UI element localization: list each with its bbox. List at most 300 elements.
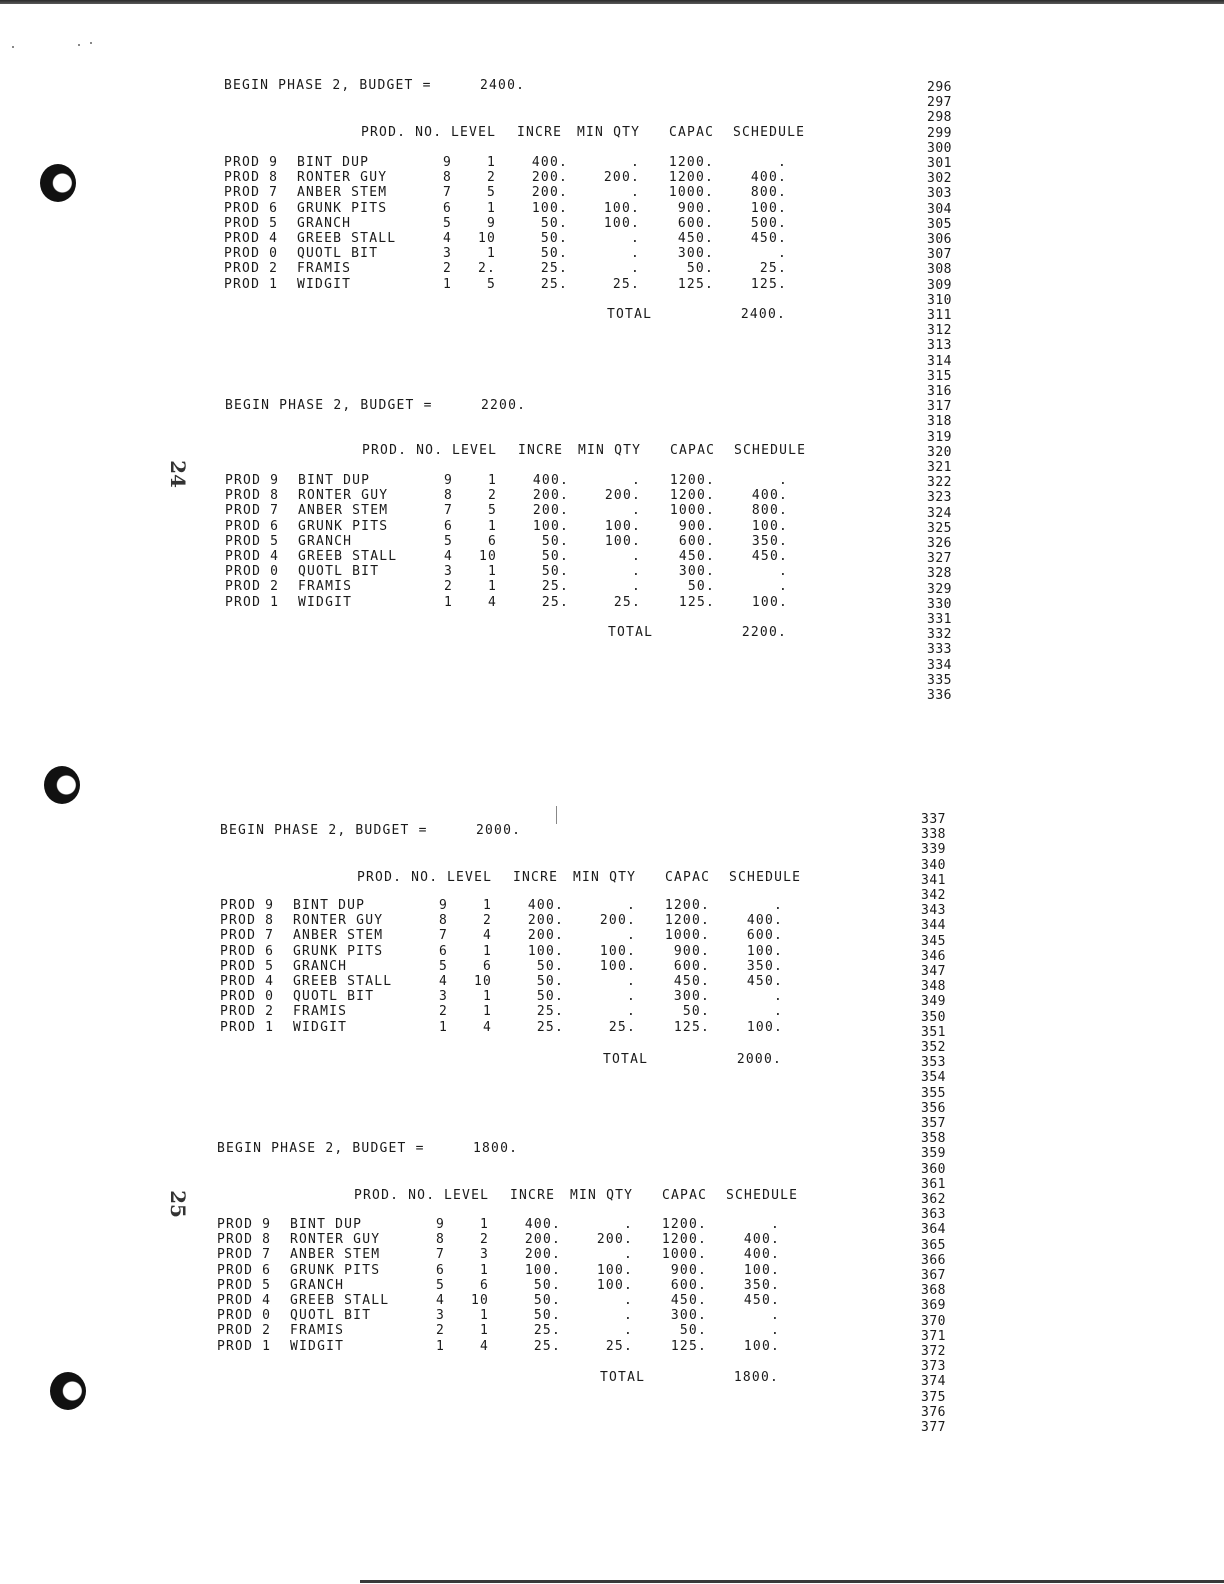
- min-qty-value: .: [626, 928, 636, 944]
- line-number: 369: [921, 1298, 946, 1314]
- column-header-incre: INCRE: [513, 870, 559, 885]
- product-name: GRANCH: [290, 1277, 345, 1293]
- product-code: PROD 5: [220, 958, 275, 974]
- product-level: 1: [479, 1308, 489, 1324]
- product-number: 1: [443, 594, 453, 610]
- increment-value: 50.: [536, 989, 564, 1005]
- increment-value: 25.: [541, 579, 569, 595]
- column-header-capac: CAPAC: [662, 1188, 708, 1203]
- product-level: 1: [479, 1217, 489, 1232]
- product-code: PROD 0: [217, 1308, 272, 1324]
- product-number: 2: [442, 261, 452, 277]
- line-number: 363: [921, 1207, 946, 1223]
- product-code: PROD 7: [217, 1247, 272, 1263]
- line-number: 338: [921, 827, 946, 843]
- line-number: 333: [927, 642, 952, 658]
- product-name: FRAMIS: [298, 579, 353, 595]
- top-scan-edge: [0, 0, 1224, 4]
- line-number: 318: [927, 414, 952, 430]
- product-name: QUOTL BIT: [290, 1308, 372, 1324]
- schedule-value: .: [770, 1308, 780, 1324]
- schedule-value: .: [777, 155, 787, 170]
- line-number: 359: [921, 1146, 946, 1162]
- capacity-value: 125.: [670, 1338, 707, 1354]
- min-qty-value: .: [631, 564, 641, 580]
- product-level: 2: [486, 170, 496, 186]
- punch-hole: [44, 766, 80, 804]
- min-qty-value: .: [631, 503, 641, 519]
- increment-value: 100.: [527, 943, 564, 959]
- increment-value: 50.: [540, 215, 568, 231]
- min-qty-value: .: [626, 974, 636, 989]
- product-level: 4: [482, 928, 492, 944]
- schedule-value: .: [778, 564, 788, 580]
- line-number: 311: [927, 308, 952, 323]
- line-number: 371: [921, 1328, 946, 1344]
- line-number: 315: [927, 368, 952, 384]
- increment-value: 400.: [524, 1217, 561, 1232]
- line-number: 368: [921, 1283, 946, 1299]
- increment-value: 50.: [541, 533, 569, 549]
- product-code: PROD 1: [225, 594, 280, 610]
- schedule-value: 600.: [746, 928, 783, 944]
- product-level: 6: [482, 958, 492, 974]
- schedule-value: 350.: [746, 958, 783, 974]
- column-header-level: LEVEL: [444, 1188, 490, 1203]
- product-name: FRAMIS: [290, 1323, 345, 1339]
- budget-label: BEGIN PHASE 2, BUDGET =: [217, 1141, 425, 1156]
- product-code: PROD 7: [225, 503, 280, 519]
- capacity-value: 450.: [670, 1293, 707, 1308]
- product-level: 9: [486, 215, 496, 231]
- capacity-value: 1200.: [661, 1217, 707, 1232]
- min-qty-value: .: [630, 155, 640, 170]
- column-header-incre: INCRE: [517, 125, 563, 140]
- product-name: GRANCH: [297, 215, 352, 231]
- product-code: PROD 2: [225, 579, 280, 595]
- product-number: 7: [438, 928, 448, 944]
- product-number: 5: [435, 1277, 445, 1293]
- product-name: FRAMIS: [297, 261, 352, 277]
- product-level: 10: [478, 549, 497, 564]
- product-level: 6: [487, 533, 497, 549]
- product-name: QUOTL BIT: [293, 989, 375, 1005]
- product-level: 1: [486, 155, 496, 170]
- product-name: GRANCH: [298, 533, 353, 549]
- product-code: PROD 8: [224, 170, 279, 186]
- product-code: PROD 2: [224, 261, 279, 277]
- capacity-value: 50.: [682, 1004, 710, 1020]
- capacity-value: 1200.: [668, 170, 714, 186]
- product-number: 5: [443, 533, 453, 549]
- increment-value: 200.: [531, 185, 568, 201]
- column-header-prod-no: PROD. NO.: [354, 1188, 436, 1203]
- min-qty-value: 200.: [603, 170, 640, 186]
- min-qty-value: 25.: [608, 1019, 636, 1035]
- bottom-scan-edge: [360, 1580, 1224, 1583]
- min-qty-value: 25.: [605, 1338, 633, 1354]
- increment-value: 25.: [536, 1004, 564, 1020]
- capacity-value: 300.: [673, 989, 710, 1005]
- increment-value: 25.: [540, 276, 568, 292]
- product-level: 4: [487, 594, 497, 610]
- product-number: 9: [443, 473, 453, 488]
- capacity-value: 1000.: [664, 928, 710, 944]
- product-level: 2: [482, 913, 492, 929]
- product-name: QUOTL BIT: [297, 246, 379, 262]
- schedule-value: 350.: [743, 1277, 780, 1293]
- product-level: 1: [487, 579, 497, 595]
- line-number: 298: [927, 110, 952, 126]
- budget-value: 2200.: [481, 398, 527, 413]
- line-number: 325: [927, 520, 952, 536]
- schedule-value: 100.: [746, 943, 783, 959]
- line-number: 351: [921, 1024, 946, 1040]
- product-number: 6: [438, 943, 448, 959]
- product-name: BINT DUP: [297, 155, 370, 170]
- increment-value: 50.: [536, 958, 564, 974]
- line-number: 355: [921, 1085, 946, 1101]
- capacity-value: 125.: [678, 594, 715, 610]
- increment-value: 100.: [532, 518, 569, 534]
- product-level: 1: [479, 1323, 489, 1339]
- column-header-min-qty: MIN QTY: [573, 870, 637, 885]
- product-code: PROD 8: [225, 488, 280, 504]
- schedule-value: 400.: [751, 488, 788, 504]
- min-qty-value: 25.: [612, 276, 640, 292]
- schedule-value: 125.: [750, 276, 787, 292]
- capacity-value: 300.: [670, 1308, 707, 1324]
- product-code: PROD 5: [217, 1277, 272, 1293]
- line-number: 314: [927, 353, 952, 369]
- capacity-value: 50.: [686, 261, 714, 277]
- increment-value: 200.: [532, 503, 569, 519]
- min-qty-value: .: [626, 989, 636, 1005]
- product-code: PROD 4: [225, 549, 280, 564]
- margin-page-mark: 25: [165, 1190, 190, 1218]
- increment-value: 25.: [536, 1019, 564, 1035]
- schedule-value: 500.: [750, 215, 787, 231]
- min-qty-value: .: [623, 1217, 633, 1232]
- line-number: 329: [927, 581, 952, 597]
- increment-value: 200.: [532, 488, 569, 504]
- product-number: 4: [438, 974, 448, 989]
- schedule-value: 100.: [751, 594, 788, 610]
- product-number: 3: [442, 246, 452, 262]
- min-qty-value: .: [631, 579, 641, 595]
- line-number: 312: [927, 323, 952, 339]
- capacity-value: 300.: [677, 246, 714, 262]
- product-code: PROD 4: [224, 231, 279, 246]
- line-number: 342: [921, 888, 946, 903]
- increment-value: 200.: [531, 170, 568, 186]
- min-qty-value: .: [631, 473, 641, 488]
- increment-value: 50.: [536, 974, 564, 989]
- capacity-value: 600.: [670, 1277, 707, 1293]
- min-qty-value: .: [623, 1308, 633, 1324]
- capacity-value: 1000.: [669, 503, 715, 519]
- line-number: 334: [927, 657, 952, 673]
- increment-value: 50.: [533, 1277, 561, 1293]
- line-number: 352: [921, 1040, 946, 1055]
- schedule-value: 100.: [746, 1019, 783, 1035]
- min-qty-value: .: [630, 231, 640, 246]
- product-code: PROD 1: [224, 276, 279, 292]
- line-number: 340: [921, 857, 946, 873]
- increment-value: 200.: [527, 913, 564, 929]
- line-number: 310: [927, 292, 952, 308]
- column-header-prod-no: PROD. NO.: [361, 125, 443, 140]
- product-code: PROD 6: [224, 200, 279, 216]
- line-number: 308: [927, 262, 952, 278]
- product-code: PROD 0: [224, 246, 279, 262]
- product-name: ANBER STEM: [298, 503, 389, 519]
- schedule-value: .: [770, 1217, 780, 1232]
- total-label: TOTAL: [600, 1370, 646, 1385]
- increment-value: 400.: [527, 898, 564, 913]
- increment-value: 400.: [532, 473, 569, 488]
- product-level: 5: [486, 185, 496, 201]
- capacity-value: 600.: [677, 215, 714, 231]
- line-number: 362: [921, 1192, 946, 1207]
- line-number: 296: [927, 80, 952, 95]
- product-name: RONTER GUY: [293, 913, 384, 929]
- increment-value: 25.: [540, 261, 568, 277]
- product-number: 6: [442, 200, 452, 216]
- line-number: 313: [927, 338, 952, 354]
- schedule-value: 800.: [751, 503, 788, 519]
- line-number: 301: [927, 156, 952, 171]
- line-number: 372: [921, 1344, 946, 1359]
- product-name: ANBER STEM: [297, 185, 388, 201]
- min-qty-value: .: [630, 261, 640, 277]
- schedule-value: 400.: [750, 170, 787, 186]
- product-code: PROD 1: [217, 1338, 272, 1354]
- product-number: 1: [435, 1338, 445, 1354]
- line-number: 316: [927, 384, 952, 399]
- capacity-value: 125.: [673, 1019, 710, 1035]
- budget-label: BEGIN PHASE 2, BUDGET =: [224, 78, 432, 93]
- product-number: 8: [438, 913, 448, 929]
- product-number: 7: [442, 185, 452, 201]
- product-name: GRUNK PITS: [293, 943, 384, 959]
- column-header-min-qty: MIN QTY: [570, 1188, 634, 1203]
- product-level: 4: [482, 1019, 492, 1035]
- line-number: 358: [921, 1131, 946, 1147]
- schedule-value: 100.: [743, 1262, 780, 1278]
- product-level: 1: [482, 943, 492, 959]
- product-name: WIDGIT: [293, 1019, 348, 1035]
- product-name: GREEB STALL: [293, 974, 393, 989]
- product-code: PROD 0: [225, 564, 280, 580]
- column-header-min-qty: MIN QTY: [578, 443, 642, 458]
- increment-value: 50.: [540, 246, 568, 262]
- min-qty-value: 100.: [599, 958, 636, 974]
- product-level: 1: [486, 246, 496, 262]
- product-level: 5: [487, 503, 497, 519]
- product-number: 5: [442, 215, 452, 231]
- increment-value: 50.: [541, 549, 569, 564]
- capacity-value: 1200.: [661, 1232, 707, 1248]
- product-number: 9: [438, 898, 448, 913]
- column-header-capac: CAPAC: [665, 870, 711, 885]
- line-number: 299: [927, 125, 952, 141]
- schedule-value: 400.: [743, 1247, 780, 1263]
- product-number: 5: [438, 958, 448, 974]
- scan-speck: [78, 44, 80, 46]
- product-code: PROD 5: [224, 215, 279, 231]
- line-number: 347: [921, 964, 946, 979]
- capacity-value: 1200.: [668, 155, 714, 170]
- budget-value: 2000.: [476, 823, 522, 838]
- schedule-value: 400.: [746, 913, 783, 929]
- capacity-value: 900.: [677, 200, 714, 216]
- line-number: 350: [921, 1009, 946, 1025]
- increment-value: 400.: [531, 155, 568, 170]
- schedule-value: 100.: [743, 1338, 780, 1354]
- product-code: PROD 4: [217, 1293, 272, 1308]
- product-number: 3: [443, 564, 453, 580]
- capacity-value: 1200.: [664, 898, 710, 913]
- line-number: 345: [921, 933, 946, 949]
- line-number: 349: [921, 994, 946, 1010]
- column-header-capac: CAPAC: [670, 443, 716, 458]
- increment-value: 25.: [533, 1323, 561, 1339]
- column-header-capac: CAPAC: [669, 125, 715, 140]
- product-code: PROD 9: [224, 155, 279, 170]
- line-number: 307: [927, 247, 952, 263]
- product-number: 7: [435, 1247, 445, 1263]
- schedule-value: .: [773, 1004, 783, 1020]
- column-header-min-qty: MIN QTY: [577, 125, 641, 140]
- capacity-value: 1200.: [669, 473, 715, 488]
- product-code: PROD 5: [225, 533, 280, 549]
- product-name: WIDGIT: [298, 594, 353, 610]
- total-label: TOTAL: [607, 307, 653, 322]
- line-number: 330: [927, 596, 952, 612]
- line-number: 324: [927, 505, 952, 521]
- capacity-value: 1200.: [669, 488, 715, 504]
- product-level: 1: [482, 989, 492, 1005]
- product-number: 4: [435, 1293, 445, 1308]
- line-number: 321: [927, 460, 952, 475]
- line-number: 335: [927, 672, 952, 688]
- column-header-schedule: SCHEDULE: [729, 870, 802, 885]
- line-number: 331: [927, 612, 952, 627]
- product-number: 8: [435, 1232, 445, 1248]
- schedule-value: 25.: [759, 261, 787, 277]
- product-number: 9: [442, 155, 452, 170]
- increment-value: 100.: [524, 1262, 561, 1278]
- increment-value: 25.: [533, 1338, 561, 1354]
- capacity-value: 50.: [679, 1323, 707, 1339]
- budget-label: BEGIN PHASE 2, BUDGET =: [225, 398, 433, 413]
- product-level: 1: [487, 518, 497, 534]
- product-name: GRUNK PITS: [298, 518, 389, 534]
- line-number: 339: [921, 842, 946, 858]
- schedule-value: 450.: [746, 974, 783, 989]
- budget-value: 2400.: [480, 78, 526, 93]
- increment-value: 200.: [527, 928, 564, 944]
- product-code: PROD 6: [220, 943, 275, 959]
- min-qty-value: .: [630, 246, 640, 262]
- capacity-value: 450.: [678, 549, 715, 564]
- min-qty-value: 100.: [604, 518, 641, 534]
- total-value: 2200.: [741, 625, 787, 640]
- schedule-value: 100.: [750, 200, 787, 216]
- scan-speck: [90, 42, 92, 44]
- line-number: 354: [921, 1070, 946, 1086]
- line-number: 328: [927, 566, 952, 582]
- line-number: 364: [921, 1222, 946, 1238]
- capacity-value: 600.: [678, 533, 715, 549]
- min-qty-value: 200.: [596, 1232, 633, 1248]
- product-level: 1: [479, 1262, 489, 1278]
- column-header-level: LEVEL: [452, 443, 498, 458]
- product-code: PROD 6: [217, 1262, 272, 1278]
- line-number: 377: [921, 1420, 946, 1435]
- line-number: 341: [921, 872, 946, 888]
- increment-value: 200.: [524, 1247, 561, 1263]
- line-number: 304: [927, 201, 952, 217]
- min-qty-value: .: [626, 1004, 636, 1020]
- product-code: PROD 9: [220, 898, 275, 913]
- capacity-value: 900.: [673, 943, 710, 959]
- product-code: PROD 2: [217, 1323, 272, 1339]
- column-header-schedule: SCHEDULE: [733, 125, 806, 140]
- line-number: 365: [921, 1237, 946, 1253]
- schedule-value: .: [777, 246, 787, 262]
- capacity-value: 900.: [678, 518, 715, 534]
- line-number: 344: [921, 918, 946, 934]
- line-number: 343: [921, 903, 946, 919]
- product-number: 1: [442, 276, 452, 292]
- product-level: 4: [479, 1338, 489, 1354]
- product-level: 1: [487, 473, 497, 488]
- line-number: 337: [921, 812, 946, 827]
- budget-value: 1800.: [473, 1141, 519, 1156]
- punch-hole: [40, 164, 76, 202]
- line-number: 322: [927, 475, 952, 491]
- product-number: 6: [443, 518, 453, 534]
- capacity-value: 1000.: [661, 1247, 707, 1263]
- line-number: 297: [927, 95, 952, 111]
- line-number: 360: [921, 1161, 946, 1177]
- min-qty-value: .: [623, 1323, 633, 1339]
- min-qty-value: .: [623, 1247, 633, 1263]
- product-name: ANBER STEM: [290, 1247, 381, 1263]
- total-value: 2400.: [740, 307, 786, 322]
- product-name: GREEB STALL: [290, 1293, 390, 1308]
- product-level: 10: [477, 231, 496, 246]
- total-value: 1800.: [733, 1370, 779, 1385]
- line-number: 309: [927, 277, 952, 293]
- line-number: 356: [921, 1100, 946, 1116]
- product-level: 6: [479, 1277, 489, 1293]
- product-number: 8: [443, 488, 453, 504]
- line-number: 326: [927, 536, 952, 551]
- product-name: BINT DUP: [293, 898, 366, 913]
- product-number: 2: [443, 579, 453, 595]
- capacity-value: 900.: [670, 1262, 707, 1278]
- column-header-incre: INCRE: [510, 1188, 556, 1203]
- product-level: 10: [470, 1293, 489, 1308]
- column-header-prod-no: PROD. NO.: [362, 443, 444, 458]
- increment-value: 50.: [533, 1293, 561, 1308]
- product-name: FRAMIS: [293, 1004, 348, 1020]
- min-qty-value: 100.: [596, 1262, 633, 1278]
- capacity-value: 450.: [673, 974, 710, 989]
